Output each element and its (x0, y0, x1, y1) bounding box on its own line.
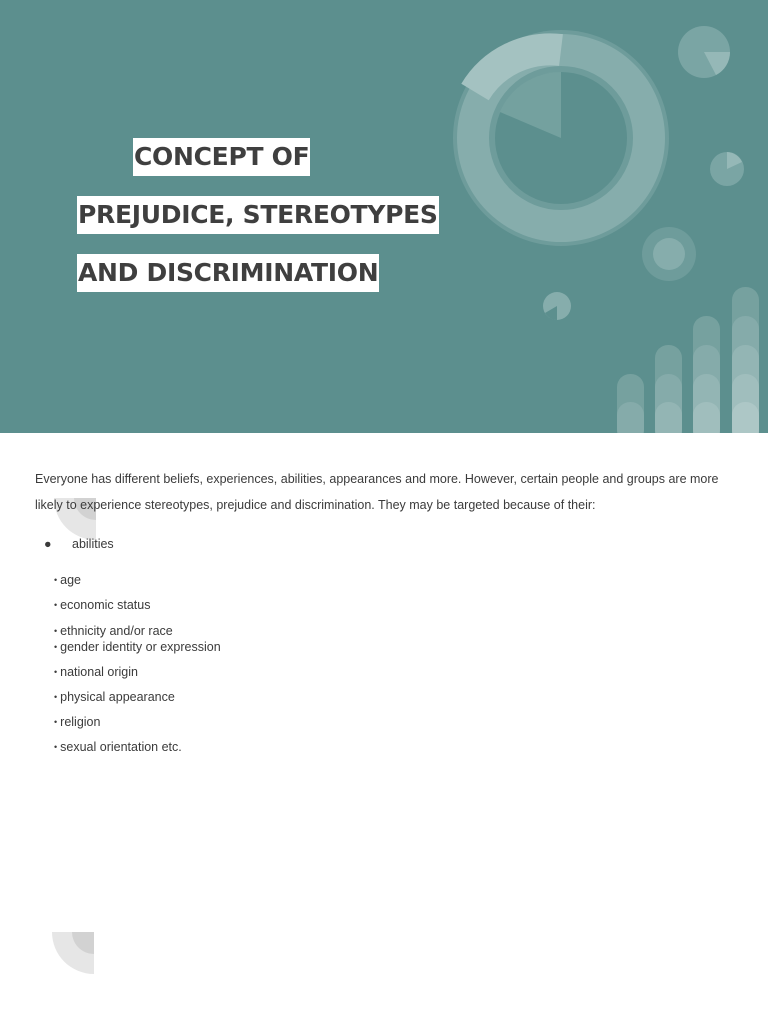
list-item (54, 598, 150, 612)
bullet-icon: • (54, 717, 58, 727)
list-item-main (44, 537, 114, 551)
list-item-label: national origin (60, 665, 138, 679)
title-line-1: CONCEPT OF (133, 138, 310, 176)
bullet-icon: • (54, 642, 58, 652)
bullet-icon: • (54, 692, 58, 702)
bullet-icon: • (54, 575, 58, 585)
bullet-icon: • (54, 626, 58, 636)
list-item (54, 573, 81, 587)
bullet-icon: • (54, 600, 58, 610)
list-item (54, 715, 100, 729)
list-item-label: gender identity or expression (60, 640, 221, 654)
list-item-label: religion (60, 715, 101, 729)
list-item-label: physical appearance (60, 690, 175, 704)
title-banner (0, 0, 768, 433)
bullet-icon: ● (44, 537, 52, 551)
list-item-label: abilities (72, 537, 114, 551)
title-line-2: PREJUDICE, STEREOTYPES (77, 196, 439, 234)
list-item (54, 640, 221, 654)
bar-graphic (617, 287, 759, 433)
list-item-label: sexual orientation etc. (60, 740, 182, 754)
list-item (54, 690, 175, 704)
list-item-label: age (60, 573, 82, 587)
intro-paragraph: Everyone has different beliefs, experiences, abilities, appearances and more. However, certain people and groups are more likely to experience stereotypes, prejudice and discrimination. They may be targeted because of their: (35, 472, 719, 512)
list-item (54, 740, 182, 754)
list-item-label: economic status (60, 598, 151, 612)
bullet-icon: • (54, 667, 58, 677)
list-item (54, 624, 173, 638)
quarter-circle-decoration-2 (52, 932, 96, 976)
title-line-3: AND DISCRIMINATION (77, 254, 379, 292)
bullet-icon: • (54, 742, 58, 752)
list-item (54, 665, 138, 679)
list-item-label: ethnicity and/or race (60, 624, 173, 638)
